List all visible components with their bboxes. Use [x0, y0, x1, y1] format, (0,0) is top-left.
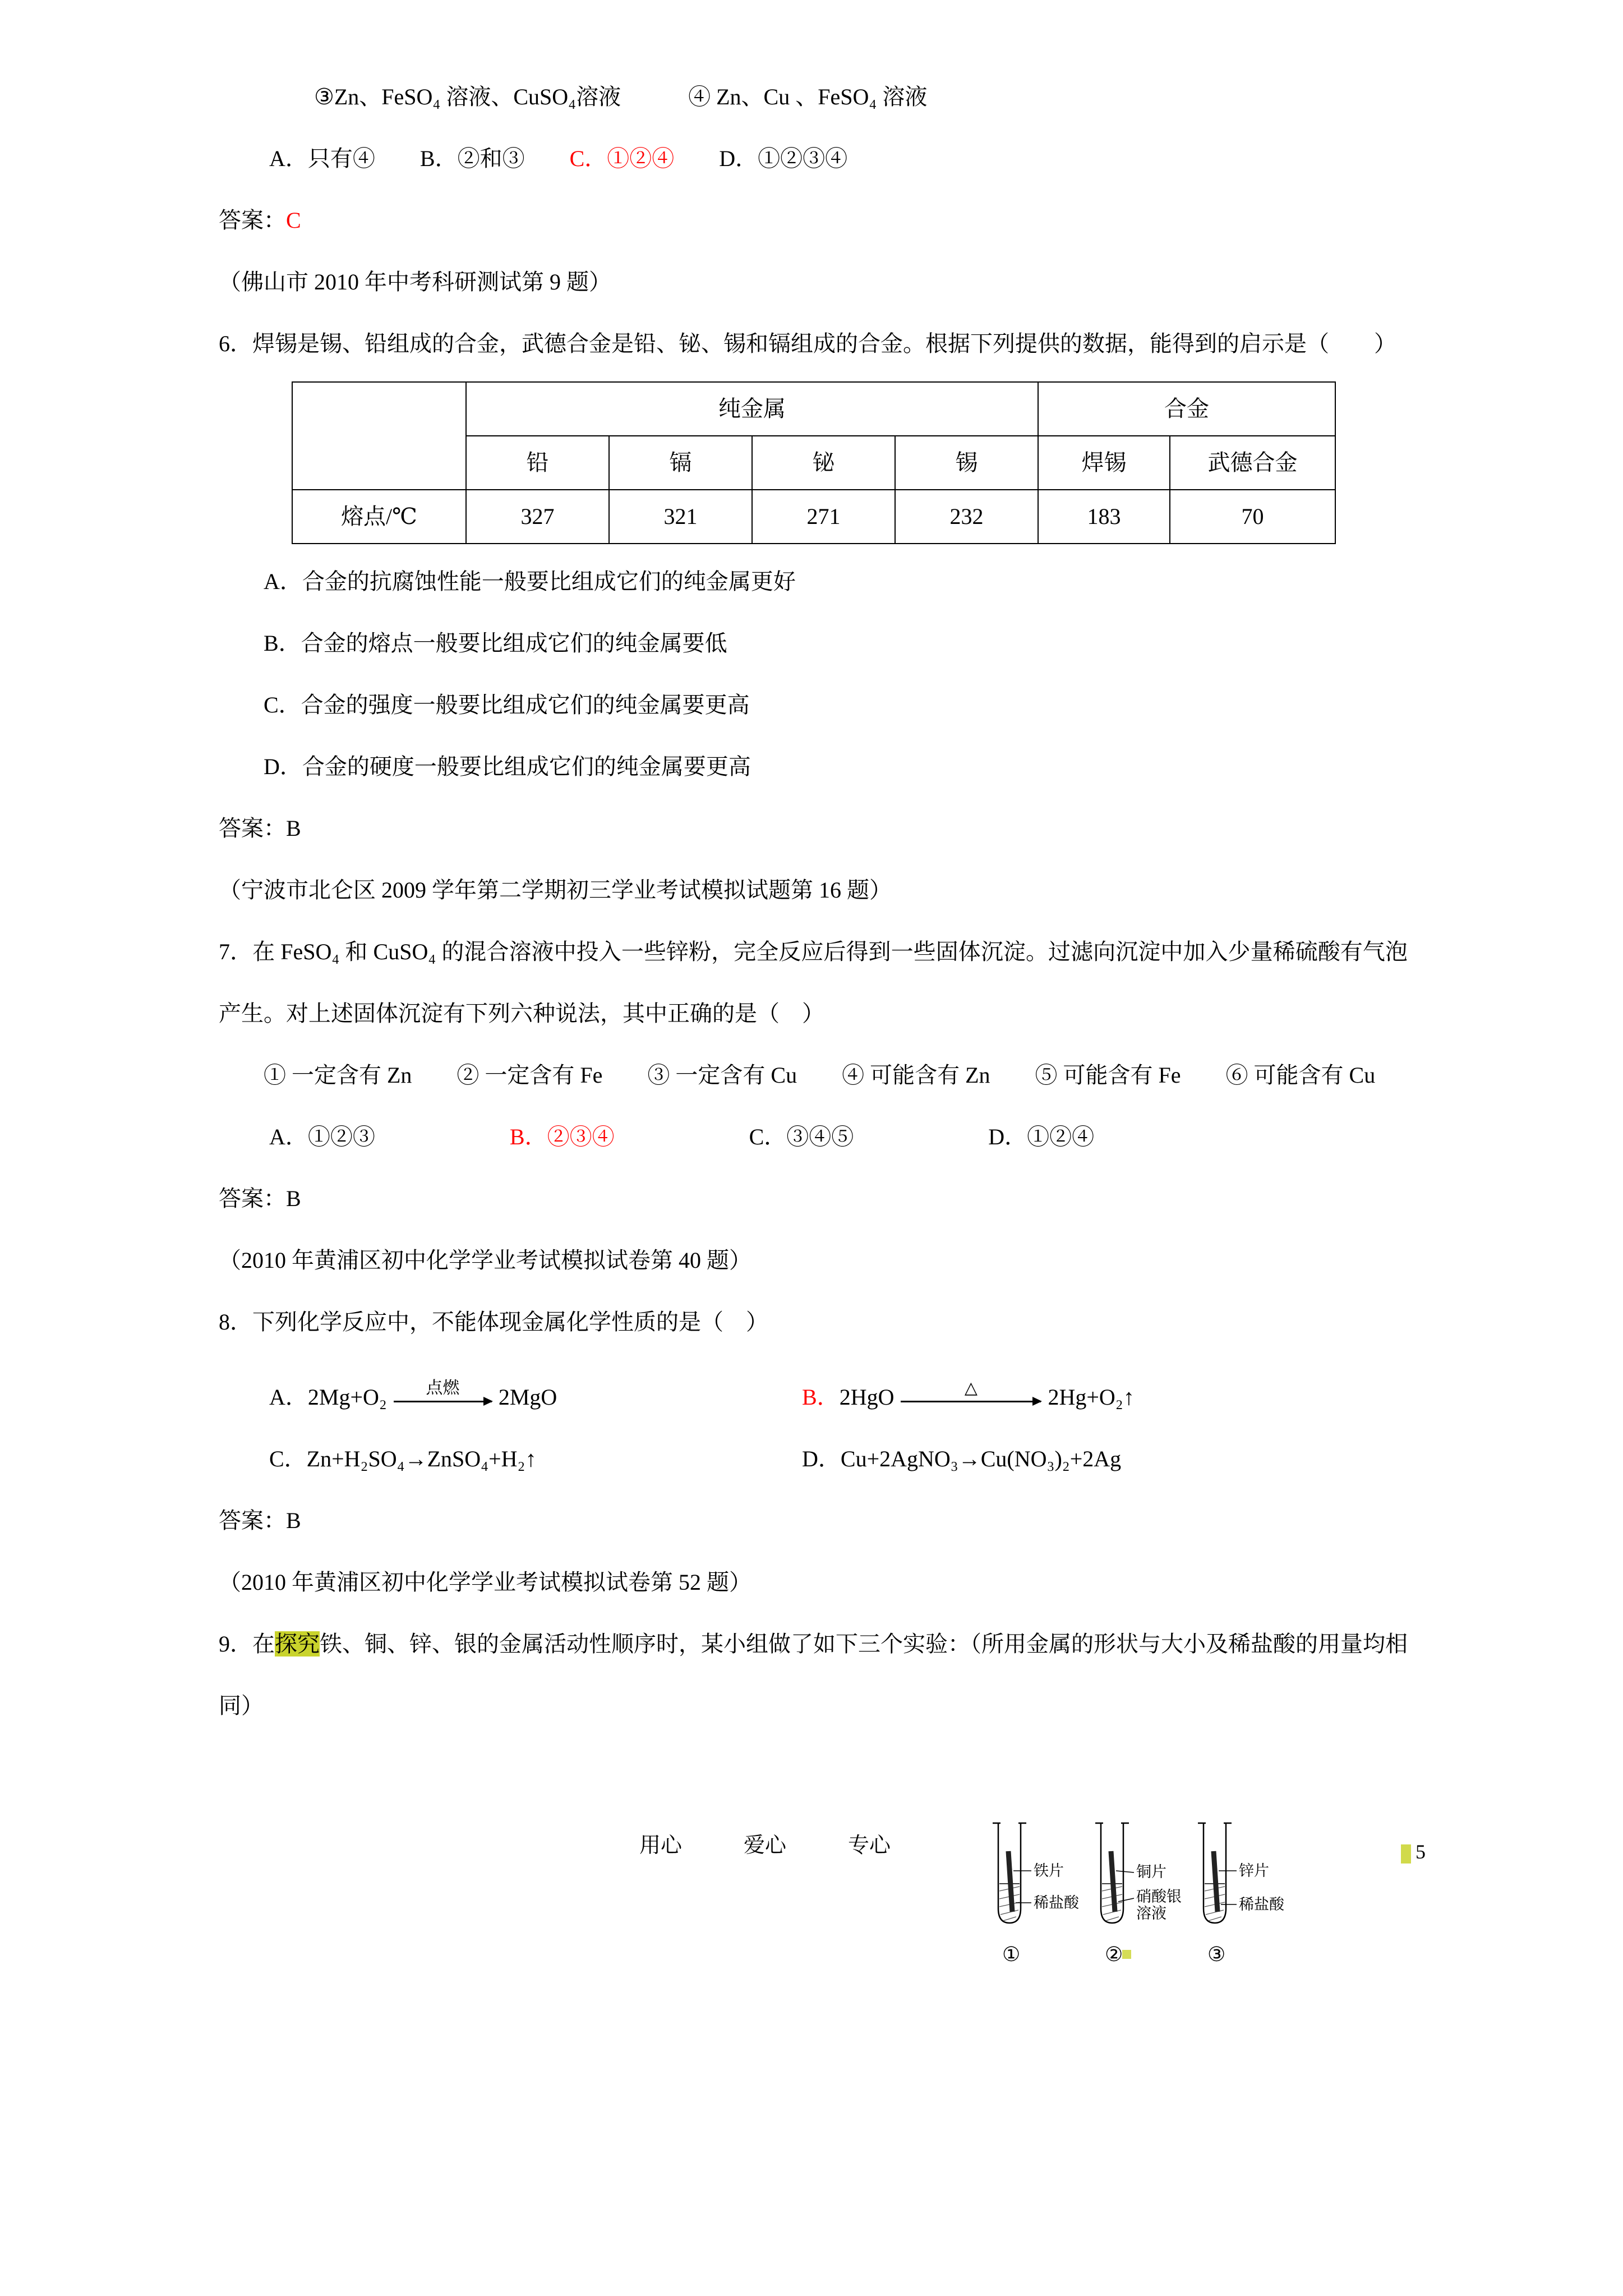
- q8-reaction-b-left: 2HgO: [839, 1384, 895, 1410]
- q7-choice-d: D．①②④: [988, 1124, 1095, 1149]
- q6-answer: [219, 798, 1408, 859]
- arrow-shaft: [394, 1401, 492, 1402]
- q9-stem-post: 铁、铜、锌、银的金属活动性顺序时，某小组做了如下三个实验：（所用金属的形状与大小及稀盐酸的用量均相同）: [219, 1631, 1408, 1718]
- q8-reaction-a-right: 2MgO: [498, 1384, 557, 1410]
- table-value-0: 327: [466, 490, 609, 544]
- q5-answer-value: C: [286, 208, 301, 233]
- table-group-pure-metal: 纯金属: [466, 382, 1038, 436]
- page-number-value: 5: [1415, 1841, 1426, 1863]
- q7-answer-label: 答案：: [219, 1186, 286, 1211]
- test-tube-1: [993, 1823, 1080, 1966]
- q5-choices: [219, 128, 1408, 190]
- q6-answer-label: 答案：: [219, 816, 286, 841]
- q7-answer-value: B: [286, 1186, 301, 1211]
- tube2-number: ②: [1105, 1943, 1123, 1966]
- tube3-label-solution: 稀盐酸: [1239, 1896, 1284, 1913]
- table-header-cadmium: 镉: [609, 436, 752, 490]
- q9-stem-pre: 9．在: [219, 1631, 275, 1657]
- tube3-number: ③: [1207, 1943, 1226, 1966]
- q5-choice-d: D．①②③④: [719, 146, 848, 171]
- tube2-label-solution-line2: 溶液: [1136, 1905, 1166, 1922]
- reaction-arrow: [901, 1380, 1041, 1410]
- tube1-number: ①: [1002, 1943, 1021, 1966]
- tube1-label-solution: 稀盐酸: [1034, 1894, 1079, 1911]
- q5-choice-a: A．只有④: [269, 146, 375, 171]
- table-header-lead: 铅: [466, 436, 609, 490]
- q5-choice-b: B．②和③: [419, 146, 525, 171]
- metal-strip-iron: [1008, 1851, 1012, 1912]
- q7-choices: [219, 1106, 1408, 1168]
- table-header-woods-alloy: 武德合金: [1170, 436, 1335, 490]
- q7-choice-b: B．②③④: [509, 1124, 615, 1149]
- q5-options-text: ③Zn、FeSO₄ 溶液、CuSO₄溶液 ④ Zn、Cu 、FeSO₄ 溶液: [314, 84, 928, 109]
- q6-choice-a: A．合金的抗腐蚀性能一般要比组成它们的纯金属更好: [264, 569, 796, 594]
- q5-answer-label: 答案：: [219, 208, 286, 233]
- footer-item-2: 爱心: [744, 1834, 787, 1857]
- q8-reactions-row-cd: [219, 1428, 1408, 1490]
- q6-answer-value: B: [286, 816, 301, 841]
- q8-source: （2010 年黄浦区初中化学学业考试模拟试卷第 52 题）: [219, 1570, 751, 1595]
- footer-item-1: 用心: [639, 1834, 683, 1857]
- table-value-4: 183: [1038, 490, 1170, 544]
- q8-reaction-c: C．Zn+H₂SO₄→ZnSO₄+H₂↑: [269, 1446, 537, 1471]
- q8-reaction-b-right: 2Hg+O₂↑: [1048, 1384, 1135, 1410]
- table-corner-cell: [292, 382, 466, 490]
- page-number: [1401, 1838, 1426, 1866]
- table-value-5: 70: [1170, 490, 1335, 544]
- test-tube-2: [1095, 1823, 1182, 1966]
- document-content: [219, 66, 1408, 1737]
- q6-source: （宁波市北仑区 2009 学年第二学期初三学业考试模拟试题第 16 题）: [219, 877, 892, 903]
- table-group-alloy: 合金: [1038, 382, 1335, 436]
- q7-choice-a: A．①②③: [269, 1124, 375, 1149]
- q6-melting-point-table: [292, 381, 1336, 544]
- reaction-condition-heat-icon: △: [964, 1379, 978, 1397]
- q8-answer-label: 答案：: [219, 1508, 286, 1533]
- tube2-label-metal: 铜片: [1136, 1864, 1166, 1880]
- q9-experiment-diagram: [984, 1818, 1298, 1976]
- test-tube-3: [1198, 1823, 1285, 1966]
- q8-answer-value: B: [286, 1508, 301, 1533]
- highlight-mark: [1401, 1844, 1411, 1864]
- page-footer: [639, 1830, 891, 1862]
- q8-answer: [219, 1490, 1408, 1552]
- q8-reaction-b-label: B．: [802, 1384, 840, 1410]
- table-header-bismuth: 铋: [752, 436, 895, 490]
- q5-answer: [219, 190, 1408, 251]
- highlight-smudge: [1122, 1950, 1131, 1959]
- q7-choice-c: C．③④⑤: [749, 1124, 854, 1149]
- q9-stem: [219, 1613, 1408, 1737]
- q5-choice-c: C．①②④: [569, 146, 675, 171]
- reaction-arrow: [394, 1380, 492, 1410]
- q8-reaction-a-label: A．: [269, 1384, 308, 1410]
- q7-statements: ① 一定含有 Zn ② 一定含有 Fe ③ 一定含有 Cu ④ 可能含有 Zn ⑤ 可能含有 Fe ⑥ 可能含有 Cu: [264, 1062, 1376, 1088]
- q6-choice-b: B．合金的熔点一般要比组成它们的纯金属要低: [264, 631, 727, 656]
- reaction-condition-ignite: 点燃: [426, 1379, 460, 1397]
- q8-reactions-row-ab: [219, 1366, 1408, 1428]
- q8-reaction-b: [802, 1366, 1135, 1428]
- test-tubes-illustration: [984, 1818, 1298, 1970]
- q9-stem-highlighted: 探究: [275, 1631, 320, 1657]
- tube3-label-metal: 锌片: [1239, 1862, 1269, 1879]
- q8-reaction-d: D．Cu+2AgNO₃→Cu(NO₃)₂+2Ag: [802, 1446, 1122, 1471]
- footer-item-3: 专心: [848, 1834, 891, 1857]
- q8-stem: 8．下列化学反应中，不能体现金属化学性质的是（ ）: [219, 1309, 768, 1335]
- q7-source: （2010 年黄浦区初中化学学业考试模拟试卷第 40 题）: [219, 1248, 751, 1273]
- table-value-2: 271: [752, 490, 895, 544]
- table-row-label-melting-point: 熔点/℃: [292, 490, 466, 544]
- q8-reaction-a: [269, 1366, 802, 1428]
- table-header-tin: 锡: [895, 436, 1038, 490]
- q5-option-items: [219, 66, 1408, 128]
- q5-source: （佛山市 2010 年中考科研测试第 9 题）: [219, 269, 611, 295]
- table-header-solder: 焊锡: [1038, 436, 1170, 490]
- metal-strip-copper: [1111, 1851, 1115, 1912]
- metal-strip-zinc: [1214, 1851, 1218, 1912]
- q6-choice-d: D．合金的硬度一般要比组成它们的纯金属要更高: [264, 754, 751, 779]
- q6-choice-c: C．合金的强度一般要比组成它们的纯金属要更高: [264, 692, 750, 717]
- q7-stem: 7．在 FeSO₄ 和 CuSO₄ 的混合溶液中投入一些锌粉，完全反应后得到一些固体沉淀。过滤向沉淀中加入少量稀硫酸有气泡产生。对上述固体沉淀有下列六种说法，其中正确的是（ ）: [219, 939, 1408, 1026]
- tube2-label-solution-line1: 硝酸银: [1136, 1888, 1182, 1905]
- table-value-1: 321: [609, 490, 752, 544]
- table-value-3: 232: [895, 490, 1038, 544]
- q7-answer: [219, 1168, 1408, 1230]
- tube1-label-metal: 铁片: [1034, 1862, 1064, 1879]
- q8-reaction-a-left: 2Mg+O₂: [307, 1384, 387, 1410]
- arrow-shaft: [901, 1401, 1041, 1402]
- q6-stem: 6．焊锡是锡、铅组成的合金，武德合金是铅、铋、锡和镉组成的合金。根据下列提供的数据，能得到的启示是（ ）: [219, 331, 1396, 356]
